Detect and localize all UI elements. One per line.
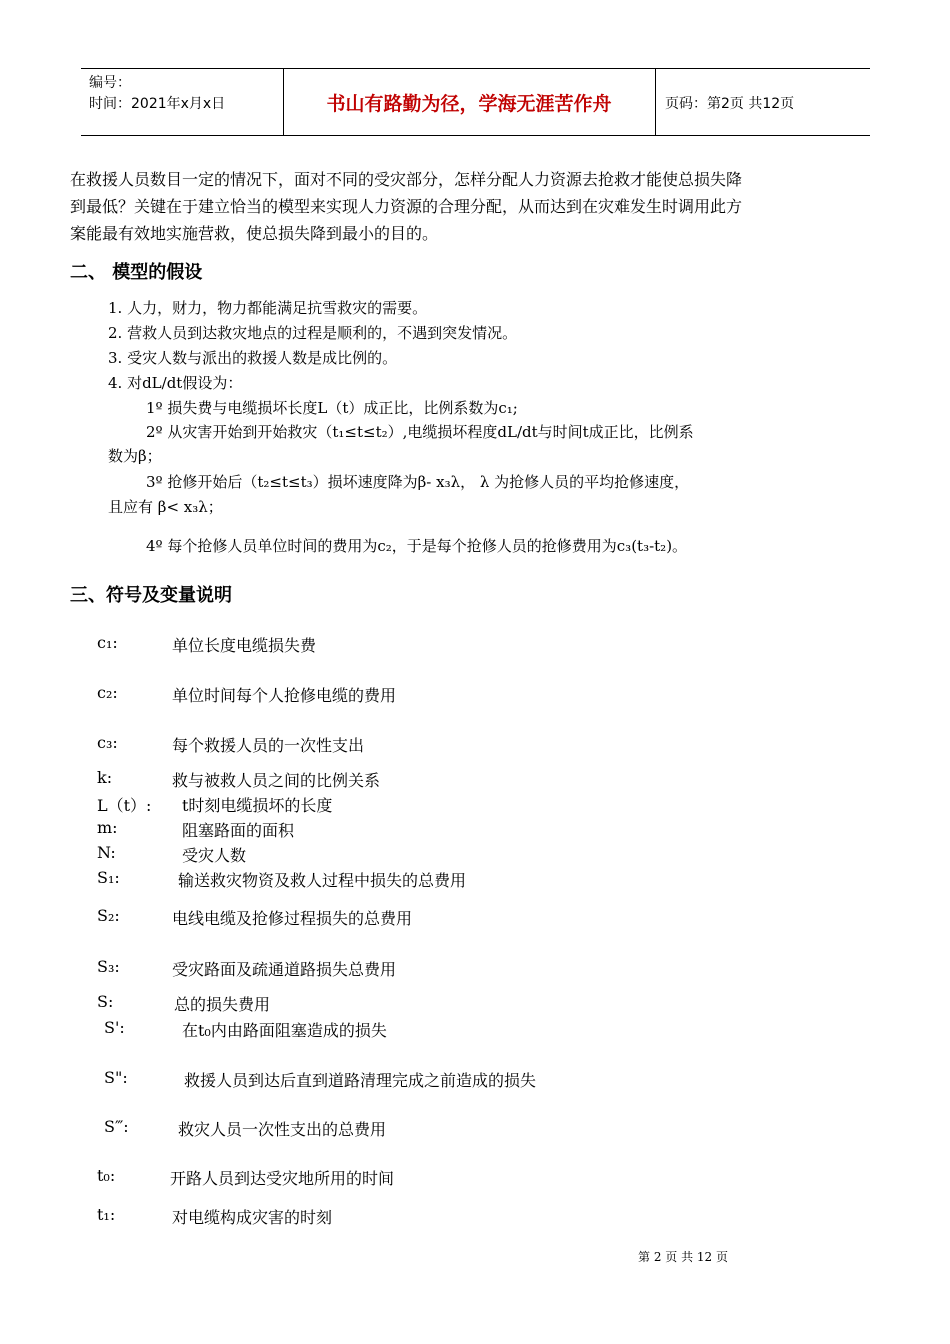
symbol-desc: 总的损失费用: [174, 995, 271, 1014]
symbol-desc: 受灾路面及疏通道路损失总费用: [172, 960, 397, 979]
section-heading-assumptions: 二、 模型的假设: [70, 262, 203, 283]
symbol-name: c₂:: [97, 683, 118, 702]
symbol-name: N:: [97, 843, 116, 862]
header-motto: 书山有路勤为径，学海无涯苦作舟: [326, 92, 612, 115]
assumption-item: 3. 受灾人数与派出的救援人数是成比例的。: [108, 349, 398, 367]
symbol-desc: 电线电缆及抢修过程损失的总费用: [172, 909, 413, 928]
symbol-desc: 受灾人数: [182, 846, 247, 865]
symbol-name: c₁:: [97, 633, 118, 652]
symbol-desc: 每个救援人员的一次性支出: [172, 736, 365, 755]
assumption-subitem: 4º 每个抢修人员单位时间的费用为c₂，于是每个抢修人员的抢修费用为c₃(t₃-t₂)。: [146, 537, 688, 555]
symbol-name: m:: [97, 818, 118, 837]
header-number: 编号：: [89, 75, 131, 91]
intro-line: 案能最有效地实施营救，使总损失降到最小的目的。: [70, 224, 439, 243]
header-divider: [655, 69, 656, 135]
header-page-info: 页码：第2页 共12页: [665, 96, 795, 112]
symbol-name: S₃:: [97, 957, 120, 976]
symbol-name: L（t）:: [97, 796, 152, 815]
assumption-subitem: 1º 损失费与电缆损坏长度L（t）成正比，比例系数为c₁;: [146, 399, 518, 417]
page-header: [81, 68, 870, 136]
symbol-desc: 在t₀内由路面阻塞造成的损失: [182, 1021, 387, 1040]
symbol-desc: 输送救灾物资及救人过程中损失的总费用: [178, 871, 467, 890]
symbol-name: S₁:: [97, 868, 120, 887]
assumption-subitem-cont: 且应有 β< x₃λ；: [108, 498, 223, 516]
assumption-item: 1. 人力，财力，物力都能满足抗雪救灾的需要。: [108, 299, 428, 317]
page-footer: 第 2 页 共 12 页: [638, 1250, 728, 1264]
symbol-desc: 单位时间每个人抢修电缆的费用: [172, 686, 397, 705]
symbol-name: S‴:: [104, 1117, 129, 1136]
symbol-desc: 救援人员到达后直到道路清理完成之前造成的损失: [184, 1071, 537, 1090]
symbol-desc: 单位长度电缆损失费: [172, 636, 317, 655]
header-meta: [89, 73, 225, 115]
assumption-item: 2. 营救人员到达救灾地点的过程是顺利的，不遇到突发情况。: [108, 324, 518, 342]
symbol-name: c₃:: [97, 733, 118, 752]
assumption-subitem-cont: 数为β；: [108, 447, 162, 465]
intro-line: 到最低？关键在于建立恰当的模型来实现人力资源的合理分配，从而达到在灾难发生时调用此方: [70, 197, 743, 216]
section-heading-symbols: 三、符号及变量说明: [70, 585, 232, 606]
symbol-name: S":: [104, 1068, 128, 1087]
symbol-name: S':: [104, 1018, 125, 1037]
header-time: 时间：2021年x月x日: [89, 96, 226, 112]
intro-line: 在救援人员数目一定的情况下，面对不同的受灾部分，怎样分配人力资源去抢救才能使总损失降: [70, 170, 743, 189]
symbol-name: t₀:: [97, 1166, 116, 1185]
intro-paragraph: [70, 166, 885, 247]
symbol-name: t₁:: [97, 1205, 116, 1224]
symbol-name: S₂:: [97, 906, 120, 925]
symbol-desc: t时刻电缆损坏的长度: [182, 796, 333, 815]
symbol-desc: 对电缆构成灾害的时刻: [172, 1208, 333, 1227]
symbol-name: k:: [97, 768, 113, 787]
symbol-name: S:: [97, 992, 114, 1011]
assumption-subitem: 2º 从灾害开始到开始救灾（t₁≤t≤t₂）,电缆损坏程度dL/dt与时间t成正比，比例系: [146, 423, 694, 441]
symbol-desc: 开路人员到达受灾地所用的时间: [170, 1169, 395, 1188]
symbol-desc: 阻塞路面的面积: [182, 821, 295, 840]
assumption-item: 4. 对dL/dt假设为：: [108, 374, 243, 392]
assumption-subitem: 3º 抢修开始后（t₂≤t≤t₃）损坏速度降为β- x₃λ， λ 为抢修人员的平均抢修速度，: [146, 473, 690, 491]
symbol-desc: 救灾人员一次性支出的总费用: [178, 1120, 387, 1139]
symbol-desc: 救与被救人员之间的比例关系: [172, 771, 381, 790]
